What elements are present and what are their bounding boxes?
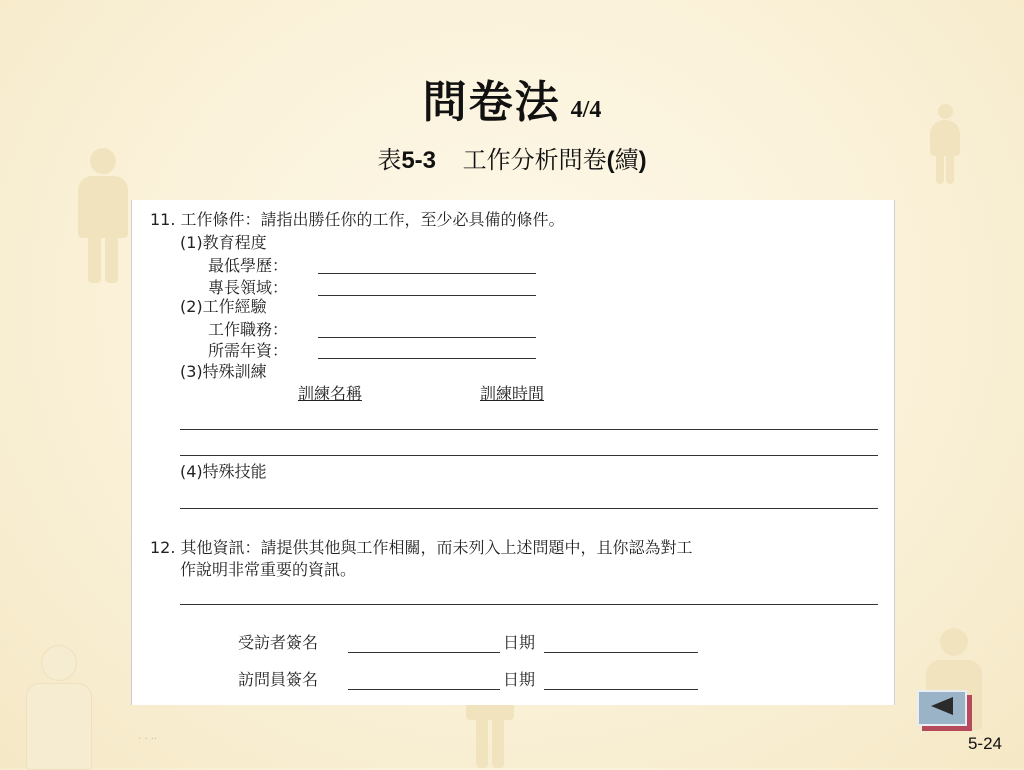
- training-line-2: [180, 455, 878, 456]
- field-min-education: [318, 273, 536, 274]
- subtitle-prefix: 表: [377, 147, 402, 174]
- label-years: 所需年資：: [208, 341, 289, 360]
- field-date-1: [544, 652, 698, 653]
- question-12-line-2: 作說明非常重要的資訊。: [180, 560, 357, 579]
- field-date-2: [544, 689, 698, 690]
- subtitle-paren-word: 續: [614, 147, 639, 174]
- page-number: 5-24: [967, 734, 1002, 753]
- label-specialty: 專長領域：: [208, 278, 289, 297]
- section-skills: (4)特殊技能: [180, 462, 267, 481]
- section-experience: (2)工作經驗: [180, 297, 267, 316]
- background-figure-bottom-left: [26, 645, 92, 768]
- field-specialty: [318, 295, 536, 296]
- background-figure-bottom-center: [466, 700, 514, 768]
- back-button[interactable]: [917, 690, 967, 726]
- label-date-2: 日期: [503, 670, 536, 689]
- label-job-title: 工作職務：: [208, 320, 289, 339]
- title-main: 問卷法: [422, 77, 561, 128]
- question-11: 11. 工作條件：請指出勝任你的工作，至少必具備的條件。: [150, 210, 565, 229]
- subtitle-paren-close: ): [638, 147, 647, 174]
- field-interviewee-signature: [348, 652, 500, 653]
- label-min-education: 最低學歷：: [208, 256, 289, 275]
- field-job-title: [318, 337, 536, 338]
- field-interviewer-signature: [348, 689, 500, 690]
- skills-line: [180, 508, 878, 509]
- section-training: (3)特殊訓練: [180, 362, 267, 381]
- faint-mark: · · ··: [138, 734, 158, 745]
- title-suffix: 4/4: [570, 97, 602, 123]
- training-line-1: [180, 429, 878, 430]
- label-interviewer-signature: 訪問員簽名: [238, 670, 319, 689]
- slide-title: [0, 66, 1024, 130]
- subtitle-paren-open: (: [606, 147, 615, 174]
- label-interviewee-signature: 受訪者簽名: [238, 633, 319, 652]
- column-training-time: 訓練時間: [480, 384, 545, 403]
- questionnaire-image: [131, 200, 895, 705]
- subtitle-number: 5-3: [401, 147, 436, 174]
- back-arrow-icon: [929, 696, 955, 720]
- question-12-line-1: 12. 其他資訊：請提供其他與工作相關，而未列入上述問題中，且你認為對工: [150, 538, 693, 557]
- label-date-1: 日期: [503, 633, 536, 652]
- subtitle-text: 工作分析問卷: [462, 147, 607, 174]
- other-info-line: [180, 604, 878, 605]
- section-education: (1)教育程度: [180, 233, 267, 252]
- slide-subtitle: [0, 140, 1024, 175]
- column-training-name: 訓練名稱: [298, 384, 363, 403]
- field-years: [318, 358, 536, 359]
